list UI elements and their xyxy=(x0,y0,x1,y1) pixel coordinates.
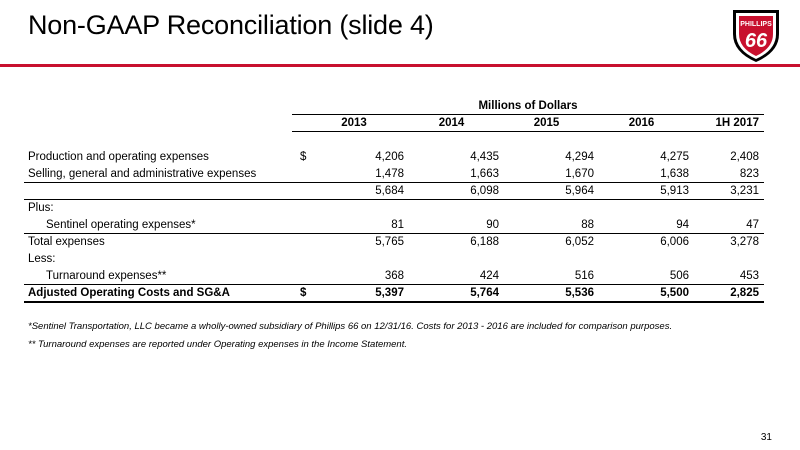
table-cell: 5,913 xyxy=(660,185,689,197)
row-label: Turnaround expenses** xyxy=(46,270,167,282)
table-cell: 5,765 xyxy=(375,236,404,248)
year-header-row xyxy=(24,115,764,132)
table-cell: 516 xyxy=(574,270,594,282)
adjusted-bottom-rule xyxy=(24,301,764,303)
row-label: Plus: xyxy=(28,202,54,214)
table-cell: 4,206 xyxy=(375,151,404,163)
table-cell: 368 xyxy=(384,270,404,282)
table-row xyxy=(24,251,764,268)
table-cell: 1,663 xyxy=(470,168,499,180)
table-row xyxy=(24,200,764,217)
table-row xyxy=(24,268,764,285)
column-header: 2016 xyxy=(628,117,655,129)
footnotes xyxy=(28,318,672,354)
reconciliation-table xyxy=(24,98,764,302)
column-header: 2015 xyxy=(533,117,560,129)
row-label: Sentinel operating expenses* xyxy=(46,219,196,231)
phillips-66-logo xyxy=(729,6,783,64)
table-cell: 5,536 xyxy=(565,287,594,299)
column-header: 2014 xyxy=(438,117,465,129)
units-header-row xyxy=(24,98,764,115)
table-row xyxy=(24,166,764,183)
table-row xyxy=(24,149,764,166)
table-row xyxy=(24,217,764,234)
table-cell: 4,275 xyxy=(660,151,689,163)
table-cell: 3,231 xyxy=(730,185,759,197)
table-cell: 823 xyxy=(739,168,759,180)
table-cell: 81 xyxy=(391,219,404,231)
table-cell: 6,098 xyxy=(470,185,499,197)
row-label: Less: xyxy=(28,253,56,265)
table-cell: 3,278 xyxy=(730,236,759,248)
table-cell: 506 xyxy=(669,270,689,282)
table-cell: 4,294 xyxy=(565,151,594,163)
slide-title: Non-GAAP Reconciliation (slide 4) xyxy=(28,10,434,40)
table-cell: 2,825 xyxy=(730,287,759,299)
table-cell: 5,964 xyxy=(565,185,594,197)
table-cell: 6,188 xyxy=(470,236,499,248)
table-cell: 424 xyxy=(479,270,499,282)
units-header: Millions of Dollars xyxy=(478,100,578,112)
table-cell: 6,052 xyxy=(565,236,594,248)
total-row xyxy=(24,234,764,251)
table-cell: 1,478 xyxy=(375,168,404,180)
footnote: ** Turnaround expenses are reported under Operating expenses in the Income Statement. xyxy=(28,339,407,350)
table-cell: 5,397 xyxy=(375,287,404,299)
table-cell: 453 xyxy=(739,270,759,282)
table-cell: 90 xyxy=(486,219,499,231)
table-cell: 88 xyxy=(581,219,594,231)
table-cell: 1,638 xyxy=(660,168,689,180)
table-cell: 5,764 xyxy=(470,287,499,299)
subtotal-row xyxy=(24,183,764,200)
table-cell: 94 xyxy=(676,219,689,231)
dollar-sign: $ xyxy=(300,287,307,299)
dollar-sign: $ xyxy=(300,151,307,163)
header-divider xyxy=(0,64,800,67)
row-label: Selling, general and administrative expenses xyxy=(28,168,257,180)
adjusted-total-row xyxy=(24,285,764,302)
logo-number: 66 xyxy=(744,30,768,52)
row-label: Production and operating expenses xyxy=(28,151,209,163)
table-cell: 4,435 xyxy=(470,151,499,163)
table-cell: 5,500 xyxy=(660,287,689,299)
spacer-row xyxy=(24,132,764,149)
table-cell: 5,684 xyxy=(375,185,404,197)
table-cell: 2,408 xyxy=(730,151,759,163)
logo-top-text: PHILLIPS xyxy=(740,21,772,28)
row-label: Total expenses xyxy=(28,236,105,248)
table-cell: 47 xyxy=(746,219,759,231)
footnote: *Sentinel Transportation, LLC became a wholly-owned subsidiary of Phillips 66 on 12/31/16. Costs for 2013 - 2016 are included for comparison purposes. xyxy=(28,321,673,332)
page-number: 31 xyxy=(760,432,772,443)
table-cell: 1,670 xyxy=(565,168,594,180)
row-label: Adjusted Operating Costs and SG&A xyxy=(28,287,230,299)
table-cell: 6,006 xyxy=(660,236,689,248)
column-header: 1H 2017 xyxy=(715,117,759,129)
column-header: 2013 xyxy=(341,117,367,129)
